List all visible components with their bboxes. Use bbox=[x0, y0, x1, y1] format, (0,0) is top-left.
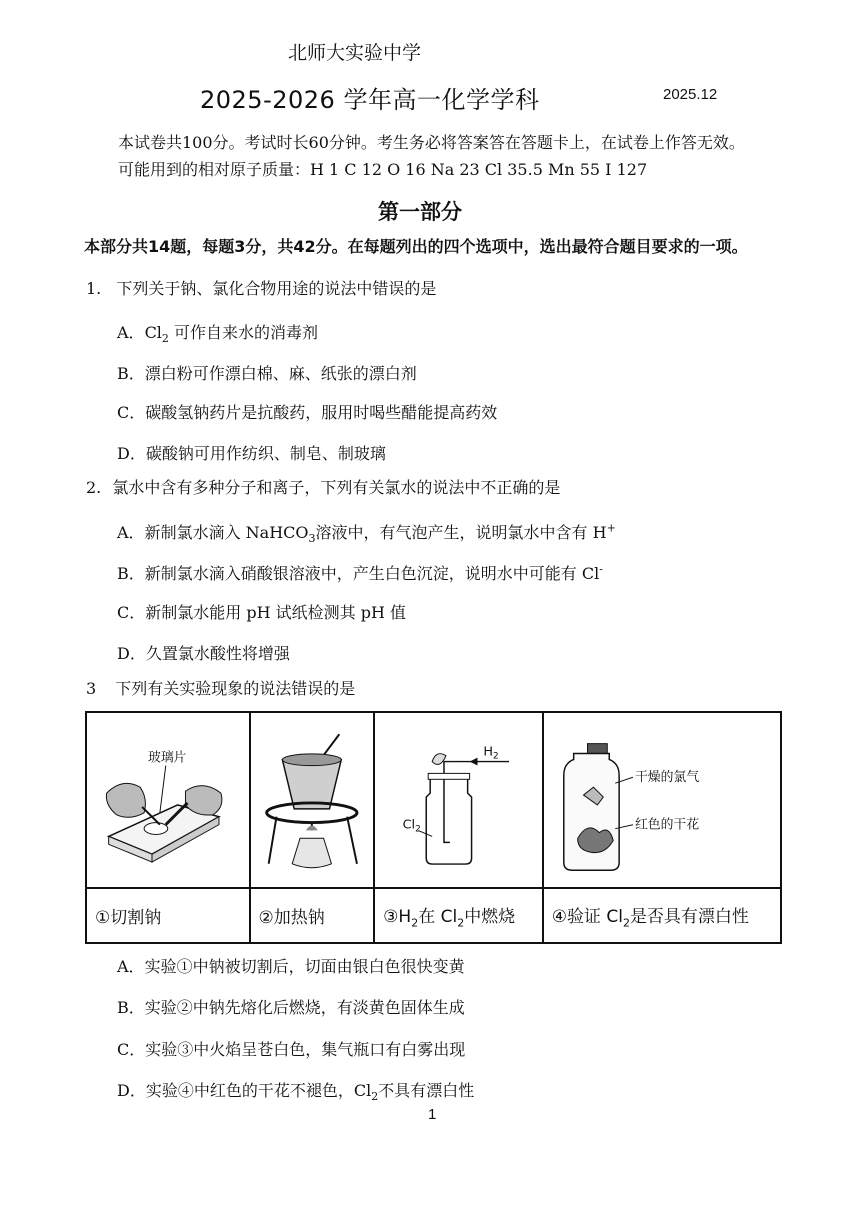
glass-label: 玻璃片 bbox=[148, 750, 187, 766]
question-2-option-b bbox=[117, 561, 603, 584]
chem-formula: $Cl_2$ bbox=[144, 323, 169, 346]
question-1-option-a bbox=[117, 320, 318, 345]
question-3-stem bbox=[86, 676, 355, 699]
caption-3: $③H_2$在 $Cl_2$中燃烧 bbox=[374, 888, 543, 943]
question-number: 1. bbox=[86, 279, 102, 298]
option-letter: A． bbox=[117, 323, 145, 342]
option-text: 实验①中钠被切割后，切面由银白色很快变黄 bbox=[144, 957, 465, 976]
question-text: 氯水中含有多种分子和离子，下列有关氯水的说法中不正确的是 bbox=[112, 478, 561, 497]
question-1-option-b bbox=[117, 361, 417, 384]
option-text: 实验④中红色的干花不褪色，$Cl_2$不具有漂白性 bbox=[145, 1081, 475, 1104]
option-text: 碳酸钠可用作纺织、制皂、制玻璃 bbox=[145, 444, 386, 463]
question-number: 2. bbox=[86, 478, 102, 497]
question-number: 3 bbox=[86, 679, 97, 698]
dry-chlorine-label: 干燥的氯气 bbox=[634, 770, 699, 786]
option-letter: C． bbox=[117, 603, 146, 622]
question-1-stem bbox=[86, 276, 436, 299]
question-3-option-d bbox=[117, 1078, 474, 1103]
page-number: 1 bbox=[428, 1106, 437, 1123]
red-flower-label: 红色的干花 bbox=[634, 817, 699, 833]
question-3-option-b bbox=[117, 995, 465, 1018]
heating-sodium-illustration bbox=[251, 713, 374, 887]
option-letter: D． bbox=[117, 444, 146, 463]
experiment-table bbox=[85, 711, 782, 944]
experiment-1-image bbox=[86, 712, 250, 888]
question-1-option-c bbox=[117, 400, 497, 423]
question-3-option-c bbox=[117, 1037, 465, 1060]
atomic-masses: 可能用到的相对原子质量：H 1 C 12 O 16 Na 23 Cl 35.5 Mn 55 I 127 bbox=[118, 160, 648, 179]
option-letter: B． bbox=[117, 364, 145, 383]
option-text: 碳酸氢钠药片是抗酸药，服用时喝些醋能提高药效 bbox=[145, 403, 498, 422]
question-1-option-d bbox=[117, 441, 386, 464]
option-letter: D． bbox=[117, 1081, 146, 1100]
exam-date: 2025.12 bbox=[663, 86, 718, 103]
experiment-2-image bbox=[250, 712, 375, 888]
question-3-option-a bbox=[117, 954, 465, 977]
school-name: 北师大实验中学 bbox=[288, 42, 422, 64]
option-letter: B． bbox=[117, 998, 145, 1017]
option-text: 久置氯水酸性将增强 bbox=[145, 644, 290, 663]
option-text: 新制氯水能用 pH 试纸检测其 pH 值 bbox=[145, 603, 406, 622]
section-intro: 本部分共14题，每题3分，共42分。在每题列出的四个选项中，选出最符合题目要求的一项。 bbox=[84, 237, 748, 256]
question-2-option-c bbox=[117, 600, 406, 623]
option-letter: A． bbox=[117, 957, 145, 976]
question-text: 下列有关实验现象的说法错误的是 bbox=[115, 679, 356, 698]
option-text: 可作自来水的消毒剂 bbox=[174, 323, 319, 342]
option-text: 实验②中钠先熔化后燃烧，有淡黄色固体生成 bbox=[144, 998, 465, 1017]
option-letter: C． bbox=[117, 1040, 146, 1059]
cutting-sodium-illustration bbox=[87, 713, 249, 887]
option-letter: A． bbox=[117, 523, 145, 542]
option-text: 实验③中火焰呈苍白色，集气瓶口有白雾出现 bbox=[145, 1040, 466, 1059]
question-2-option-a bbox=[117, 520, 616, 545]
bleaching-test-illustration bbox=[544, 713, 780, 887]
option-letter: B． bbox=[117, 564, 145, 583]
question-2-stem bbox=[86, 475, 560, 498]
question-2-option-d bbox=[117, 641, 290, 664]
cl2-label: $Cl_2$ bbox=[402, 817, 421, 835]
option-text: 新制氯水滴入 NaHCO$_3$溶液中，有气泡产生，说明氯水中含有 H+ bbox=[144, 521, 616, 546]
question-text: 下列关于钠、氯化合物用途的说法中错误的是 bbox=[116, 279, 437, 298]
caption-2: ②加热钠 bbox=[250, 888, 375, 943]
hydrogen-burning-illustration bbox=[375, 713, 542, 887]
exam-title: 2025-2026 学年高一化学学科 bbox=[200, 86, 540, 114]
option-letter: D． bbox=[117, 644, 146, 663]
exam-instructions: 本试卷共100分。考试时长60分钟。考生务必将答案答在答题卡上，在试卷上作答无效。 bbox=[118, 133, 745, 152]
caption-4: ④验证 $Cl_2$是否具有漂白性 bbox=[543, 888, 781, 943]
option-text: 新制氯水滴入硝酸银溶液中，产生白色沉淀，说明水中可能有 Cl- bbox=[144, 562, 603, 583]
option-letter: C． bbox=[117, 403, 146, 422]
caption-1: ①切割钠 bbox=[86, 888, 250, 943]
section-title: 第一部分 bbox=[378, 200, 462, 224]
h2-label: $H_2$ bbox=[483, 744, 499, 762]
experiment-3-image bbox=[374, 712, 543, 888]
experiment-4-image bbox=[543, 712, 781, 888]
option-text: 漂白粉可作漂白棉、麻、纸张的漂白剂 bbox=[144, 364, 417, 383]
